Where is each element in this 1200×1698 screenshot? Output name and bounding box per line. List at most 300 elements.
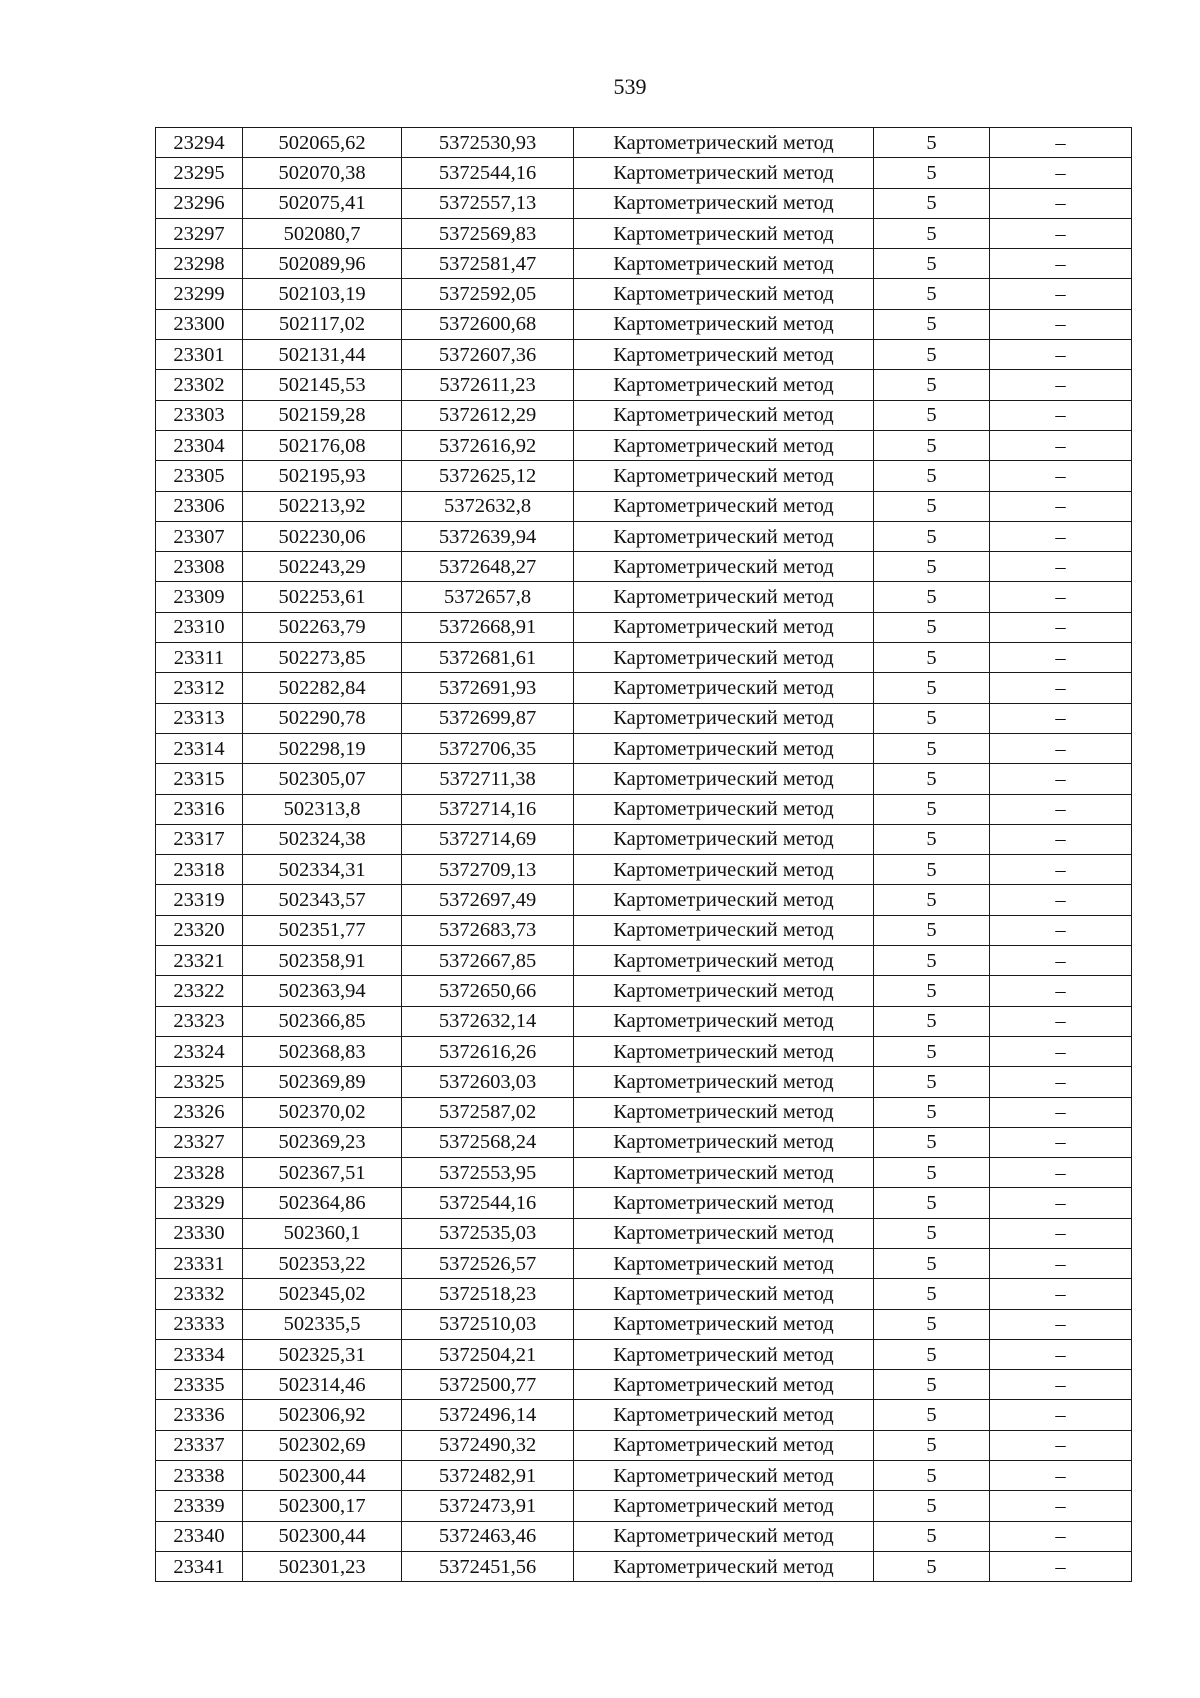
x-coordinate-cell: 502282,84 [243, 673, 402, 703]
x-coordinate-cell: 502313,8 [243, 794, 402, 824]
y-coordinate-cell: 5372568,24 [402, 1127, 574, 1157]
table-row [156, 188, 1132, 218]
x-coordinate-cell: 502351,77 [243, 915, 402, 945]
x-coordinate-cell: 502089,96 [243, 249, 402, 279]
y-coordinate-cell: 5372667,85 [402, 946, 574, 976]
x-coordinate-cell: 502243,29 [243, 552, 402, 582]
accuracy-cell: 5 [874, 794, 990, 824]
method-cell: Картометрический метод [574, 855, 874, 885]
point-number-cell: 23294 [156, 128, 243, 158]
y-coordinate-cell: 5372714,16 [402, 794, 574, 824]
point-number-cell: 23299 [156, 279, 243, 309]
method-cell: Картометрический метод [574, 1006, 874, 1036]
accuracy-cell: 5 [874, 1491, 990, 1521]
table-row [156, 1309, 1132, 1339]
table-row [156, 1248, 1132, 1278]
accuracy-cell: 5 [874, 218, 990, 248]
point-number-cell: 23329 [156, 1188, 243, 1218]
method-cell: Картометрический метод [574, 1309, 874, 1339]
point-number-cell: 23314 [156, 733, 243, 763]
point-number-cell: 23296 [156, 188, 243, 218]
method-cell: Картометрический метод [574, 430, 874, 460]
x-coordinate-cell: 502364,86 [243, 1188, 402, 1218]
method-cell: Картометрический метод [574, 461, 874, 491]
note-cell: – [990, 673, 1132, 703]
x-coordinate-cell: 502345,02 [243, 1279, 402, 1309]
method-cell: Картометрический метод [574, 158, 874, 188]
note-cell: – [990, 1036, 1132, 1066]
x-coordinate-cell: 502230,06 [243, 521, 402, 551]
table-row [156, 370, 1132, 400]
accuracy-cell: 5 [874, 915, 990, 945]
point-number-cell: 23315 [156, 764, 243, 794]
accuracy-cell: 5 [874, 309, 990, 339]
table-row [156, 1551, 1132, 1581]
point-number-cell: 23330 [156, 1218, 243, 1248]
table-row [156, 582, 1132, 612]
point-number-cell: 23339 [156, 1491, 243, 1521]
x-coordinate-cell: 502176,08 [243, 430, 402, 460]
accuracy-cell: 5 [874, 1461, 990, 1491]
note-cell: – [990, 521, 1132, 551]
table-row [156, 1521, 1132, 1551]
point-number-cell: 23313 [156, 703, 243, 733]
note-cell: – [990, 309, 1132, 339]
y-coordinate-cell: 5372463,46 [402, 1521, 574, 1551]
coordinates-table-body [156, 128, 1132, 1582]
method-cell: Картометрический метод [574, 976, 874, 1006]
y-coordinate-cell: 5372699,87 [402, 703, 574, 733]
table-row [156, 1097, 1132, 1127]
method-cell: Картометрический метод [574, 249, 874, 279]
point-number-cell: 23335 [156, 1370, 243, 1400]
x-coordinate-cell: 502131,44 [243, 340, 402, 370]
table-row [156, 855, 1132, 885]
accuracy-cell: 5 [874, 1248, 990, 1278]
note-cell: – [990, 461, 1132, 491]
y-coordinate-cell: 5372518,23 [402, 1279, 574, 1309]
point-number-cell: 23312 [156, 673, 243, 703]
y-coordinate-cell: 5372683,73 [402, 915, 574, 945]
accuracy-cell: 5 [874, 1188, 990, 1218]
table-row [156, 703, 1132, 733]
y-coordinate-cell: 5372611,23 [402, 370, 574, 400]
note-cell: – [990, 855, 1132, 885]
x-coordinate-cell: 502370,02 [243, 1097, 402, 1127]
x-coordinate-cell: 502363,94 [243, 976, 402, 1006]
point-number-cell: 23326 [156, 1097, 243, 1127]
accuracy-cell: 5 [874, 521, 990, 551]
note-cell: – [990, 400, 1132, 430]
table-row [156, 673, 1132, 703]
y-coordinate-cell: 5372697,49 [402, 885, 574, 915]
accuracy-cell: 5 [874, 1158, 990, 1188]
note-cell: – [990, 1218, 1132, 1248]
note-cell: – [990, 218, 1132, 248]
y-coordinate-cell: 5372473,91 [402, 1491, 574, 1521]
table-row [156, 491, 1132, 521]
point-number-cell: 23320 [156, 915, 243, 945]
method-cell: Картометрический метод [574, 521, 874, 551]
method-cell: Картометрический метод [574, 612, 874, 642]
y-coordinate-cell: 5372557,13 [402, 188, 574, 218]
x-coordinate-cell: 502369,89 [243, 1067, 402, 1097]
note-cell: – [990, 1521, 1132, 1551]
x-coordinate-cell: 502334,31 [243, 855, 402, 885]
method-cell: Картометрический метод [574, 309, 874, 339]
point-number-cell: 23331 [156, 1248, 243, 1278]
x-coordinate-cell: 502369,23 [243, 1127, 402, 1157]
x-coordinate-cell: 502302,69 [243, 1430, 402, 1460]
method-cell: Картометрический метод [574, 1067, 874, 1097]
point-number-cell: 23332 [156, 1279, 243, 1309]
accuracy-cell: 5 [874, 1430, 990, 1460]
accuracy-cell: 5 [874, 1400, 990, 1430]
note-cell: – [990, 1127, 1132, 1157]
method-cell: Картометрический метод [574, 1400, 874, 1430]
method-cell: Картометрический метод [574, 733, 874, 763]
point-number-cell: 23337 [156, 1430, 243, 1460]
method-cell: Картометрический метод [574, 885, 874, 915]
table-row [156, 430, 1132, 460]
y-coordinate-cell: 5372612,29 [402, 400, 574, 430]
point-number-cell: 23297 [156, 218, 243, 248]
note-cell: – [990, 430, 1132, 460]
note-cell: – [990, 643, 1132, 673]
method-cell: Картометрический метод [574, 1097, 874, 1127]
table-row [156, 1279, 1132, 1309]
accuracy-cell: 5 [874, 340, 990, 370]
accuracy-cell: 5 [874, 764, 990, 794]
note-cell: – [990, 1067, 1132, 1097]
method-cell: Картометрический метод [574, 218, 874, 248]
y-coordinate-cell: 5372650,66 [402, 976, 574, 1006]
method-cell: Картометрический метод [574, 824, 874, 854]
y-coordinate-cell: 5372616,92 [402, 430, 574, 460]
x-coordinate-cell: 502325,31 [243, 1339, 402, 1369]
method-cell: Картометрический метод [574, 1339, 874, 1369]
method-cell: Картометрический метод [574, 764, 874, 794]
y-coordinate-cell: 5372504,21 [402, 1339, 574, 1369]
table-row [156, 218, 1132, 248]
point-number-cell: 23310 [156, 612, 243, 642]
point-number-cell: 23328 [156, 1158, 243, 1188]
accuracy-cell: 5 [874, 1370, 990, 1400]
point-number-cell: 23300 [156, 309, 243, 339]
x-coordinate-cell: 502358,91 [243, 946, 402, 976]
x-coordinate-cell: 502080,7 [243, 218, 402, 248]
method-cell: Картометрический метод [574, 1036, 874, 1066]
point-number-cell: 23301 [156, 340, 243, 370]
x-coordinate-cell: 502070,38 [243, 158, 402, 188]
x-coordinate-cell: 502324,38 [243, 824, 402, 854]
y-coordinate-cell: 5372639,94 [402, 521, 574, 551]
accuracy-cell: 5 [874, 249, 990, 279]
point-number-cell: 23340 [156, 1521, 243, 1551]
method-cell: Картометрический метод [574, 915, 874, 945]
method-cell: Картометрический метод [574, 279, 874, 309]
point-number-cell: 23308 [156, 552, 243, 582]
y-coordinate-cell: 5372691,93 [402, 673, 574, 703]
point-number-cell: 23334 [156, 1339, 243, 1369]
table-row [156, 612, 1132, 642]
y-coordinate-cell: 5372603,03 [402, 1067, 574, 1097]
note-cell: – [990, 612, 1132, 642]
note-cell: – [990, 794, 1132, 824]
note-cell: – [990, 1491, 1132, 1521]
table-row [156, 400, 1132, 430]
x-coordinate-cell: 502263,79 [243, 612, 402, 642]
accuracy-cell: 5 [874, 1218, 990, 1248]
table-row [156, 1036, 1132, 1066]
point-number-cell: 23341 [156, 1551, 243, 1581]
note-cell: – [990, 370, 1132, 400]
y-coordinate-cell: 5372616,26 [402, 1036, 574, 1066]
method-cell: Картометрический метод [574, 1521, 874, 1551]
method-cell: Картометрический метод [574, 400, 874, 430]
y-coordinate-cell: 5372490,32 [402, 1430, 574, 1460]
note-cell: – [990, 733, 1132, 763]
point-number-cell: 23323 [156, 1006, 243, 1036]
x-coordinate-cell: 502075,41 [243, 188, 402, 218]
point-number-cell: 23324 [156, 1036, 243, 1066]
x-coordinate-cell: 502353,22 [243, 1248, 402, 1278]
table-row [156, 1006, 1132, 1036]
table-row [156, 1127, 1132, 1157]
x-coordinate-cell: 502305,07 [243, 764, 402, 794]
point-number-cell: 23322 [156, 976, 243, 1006]
method-cell: Картометрический метод [574, 1158, 874, 1188]
accuracy-cell: 5 [874, 370, 990, 400]
y-coordinate-cell: 5372581,47 [402, 249, 574, 279]
method-cell: Картометрический метод [574, 673, 874, 703]
y-coordinate-cell: 5372496,14 [402, 1400, 574, 1430]
x-coordinate-cell: 502306,92 [243, 1400, 402, 1430]
note-cell: – [990, 279, 1132, 309]
method-cell: Картометрический метод [574, 128, 874, 158]
method-cell: Картометрический метод [574, 1279, 874, 1309]
point-number-cell: 23325 [156, 1067, 243, 1097]
y-coordinate-cell: 5372607,36 [402, 340, 574, 370]
table-row [156, 279, 1132, 309]
table-row [156, 249, 1132, 279]
method-cell: Картометрический метод [574, 188, 874, 218]
accuracy-cell: 5 [874, 279, 990, 309]
note-cell: – [990, 582, 1132, 612]
table-row [156, 824, 1132, 854]
table-row [156, 1400, 1132, 1430]
note-cell: – [990, 1279, 1132, 1309]
table-row [156, 1067, 1132, 1097]
note-cell: – [990, 915, 1132, 945]
x-coordinate-cell: 502117,02 [243, 309, 402, 339]
note-cell: – [990, 1248, 1132, 1278]
x-coordinate-cell: 502343,57 [243, 885, 402, 915]
x-coordinate-cell: 502367,51 [243, 1158, 402, 1188]
note-cell: – [990, 1400, 1132, 1430]
y-coordinate-cell: 5372709,13 [402, 855, 574, 885]
note-cell: – [990, 1461, 1132, 1491]
note-cell: – [990, 1188, 1132, 1218]
note-cell: – [990, 1158, 1132, 1188]
note-cell: – [990, 1097, 1132, 1127]
x-coordinate-cell: 502253,61 [243, 582, 402, 612]
accuracy-cell: 5 [874, 1339, 990, 1369]
method-cell: Картометрический метод [574, 582, 874, 612]
method-cell: Картометрический метод [574, 1370, 874, 1400]
point-number-cell: 23295 [156, 158, 243, 188]
point-number-cell: 23307 [156, 521, 243, 551]
y-coordinate-cell: 5372648,27 [402, 552, 574, 582]
y-coordinate-cell: 5372587,02 [402, 1097, 574, 1127]
y-coordinate-cell: 5372681,61 [402, 643, 574, 673]
x-coordinate-cell: 502145,53 [243, 370, 402, 400]
accuracy-cell: 5 [874, 1097, 990, 1127]
y-coordinate-cell: 5372544,16 [402, 1188, 574, 1218]
note-cell: – [990, 340, 1132, 370]
table-row [156, 461, 1132, 491]
point-number-cell: 23309 [156, 582, 243, 612]
x-coordinate-cell: 502366,85 [243, 1006, 402, 1036]
note-cell: – [990, 703, 1132, 733]
accuracy-cell: 5 [874, 582, 990, 612]
table-row [156, 521, 1132, 551]
accuracy-cell: 5 [874, 1309, 990, 1339]
method-cell: Картометрический метод [574, 1188, 874, 1218]
x-coordinate-cell: 502065,62 [243, 128, 402, 158]
note-cell: – [990, 158, 1132, 188]
y-coordinate-cell: 5372569,83 [402, 218, 574, 248]
point-number-cell: 23333 [156, 1309, 243, 1339]
accuracy-cell: 5 [874, 643, 990, 673]
table-row [156, 733, 1132, 763]
table-row [156, 1430, 1132, 1460]
point-number-cell: 23311 [156, 643, 243, 673]
accuracy-cell: 5 [874, 461, 990, 491]
point-number-cell: 23317 [156, 824, 243, 854]
table-row [156, 128, 1132, 158]
y-coordinate-cell: 5372592,05 [402, 279, 574, 309]
x-coordinate-cell: 502314,46 [243, 1370, 402, 1400]
coordinates-table [155, 127, 1132, 1582]
accuracy-cell: 5 [874, 946, 990, 976]
note-cell: – [990, 1430, 1132, 1460]
note-cell: – [990, 128, 1132, 158]
y-coordinate-cell: 5372544,16 [402, 158, 574, 188]
y-coordinate-cell: 5372714,69 [402, 824, 574, 854]
point-number-cell: 23327 [156, 1127, 243, 1157]
accuracy-cell: 5 [874, 430, 990, 460]
note-cell: – [990, 976, 1132, 1006]
point-number-cell: 23338 [156, 1461, 243, 1491]
method-cell: Картометрический метод [574, 1127, 874, 1157]
accuracy-cell: 5 [874, 885, 990, 915]
y-coordinate-cell: 5372553,95 [402, 1158, 574, 1188]
note-cell: – [990, 1370, 1132, 1400]
method-cell: Картометрический метод [574, 370, 874, 400]
table-row [156, 794, 1132, 824]
page-number: 539 [613, 74, 647, 99]
method-cell: Картометрический метод [574, 946, 874, 976]
point-number-cell: 23298 [156, 249, 243, 279]
table-row [156, 1461, 1132, 1491]
accuracy-cell: 5 [874, 976, 990, 1006]
note-cell: – [990, 1309, 1132, 1339]
note-cell: – [990, 1551, 1132, 1581]
accuracy-cell: 5 [874, 1006, 990, 1036]
method-cell: Картометрический метод [574, 643, 874, 673]
y-coordinate-cell: 5372600,68 [402, 309, 574, 339]
table-row [156, 643, 1132, 673]
method-cell: Картометрический метод [574, 1551, 874, 1581]
table-row [156, 915, 1132, 945]
x-coordinate-cell: 502298,19 [243, 733, 402, 763]
accuracy-cell: 5 [874, 158, 990, 188]
x-coordinate-cell: 502300,44 [243, 1461, 402, 1491]
accuracy-cell: 5 [874, 673, 990, 703]
method-cell: Картометрический метод [574, 1430, 874, 1460]
point-number-cell: 23319 [156, 885, 243, 915]
accuracy-cell: 5 [874, 612, 990, 642]
method-cell: Картометрический метод [574, 1218, 874, 1248]
accuracy-cell: 5 [874, 1521, 990, 1551]
y-coordinate-cell: 5372625,12 [402, 461, 574, 491]
method-cell: Картометрический метод [574, 703, 874, 733]
table-row [156, 1158, 1132, 1188]
accuracy-cell: 5 [874, 824, 990, 854]
x-coordinate-cell: 502195,93 [243, 461, 402, 491]
accuracy-cell: 5 [874, 128, 990, 158]
x-coordinate-cell: 502368,83 [243, 1036, 402, 1066]
y-coordinate-cell: 5372632,8 [402, 491, 574, 521]
table-row [156, 309, 1132, 339]
point-number-cell: 23303 [156, 400, 243, 430]
x-coordinate-cell: 502300,44 [243, 1521, 402, 1551]
accuracy-cell: 5 [874, 552, 990, 582]
accuracy-cell: 5 [874, 855, 990, 885]
note-cell: – [990, 1006, 1132, 1036]
table-row [156, 885, 1132, 915]
method-cell: Картометрический метод [574, 552, 874, 582]
y-coordinate-cell: 5372526,57 [402, 1248, 574, 1278]
y-coordinate-cell: 5372657,8 [402, 582, 574, 612]
method-cell: Картометрический метод [574, 340, 874, 370]
x-coordinate-cell: 502360,1 [243, 1218, 402, 1248]
accuracy-cell: 5 [874, 1067, 990, 1097]
point-number-cell: 23306 [156, 491, 243, 521]
x-coordinate-cell: 502335,5 [243, 1309, 402, 1339]
y-coordinate-cell: 5372668,91 [402, 612, 574, 642]
accuracy-cell: 5 [874, 1551, 990, 1581]
accuracy-cell: 5 [874, 400, 990, 430]
table-row [156, 946, 1132, 976]
x-coordinate-cell: 502273,85 [243, 643, 402, 673]
accuracy-cell: 5 [874, 1036, 990, 1066]
accuracy-cell: 5 [874, 491, 990, 521]
y-coordinate-cell: 5372451,56 [402, 1551, 574, 1581]
y-coordinate-cell: 5372530,93 [402, 128, 574, 158]
note-cell: – [990, 491, 1132, 521]
accuracy-cell: 5 [874, 733, 990, 763]
y-coordinate-cell: 5372711,38 [402, 764, 574, 794]
note-cell: – [990, 249, 1132, 279]
x-coordinate-cell: 502159,28 [243, 400, 402, 430]
method-cell: Картометрический метод [574, 1248, 874, 1278]
x-coordinate-cell: 502103,19 [243, 279, 402, 309]
accuracy-cell: 5 [874, 1127, 990, 1157]
table-row [156, 1188, 1132, 1218]
point-number-cell: 23336 [156, 1400, 243, 1430]
